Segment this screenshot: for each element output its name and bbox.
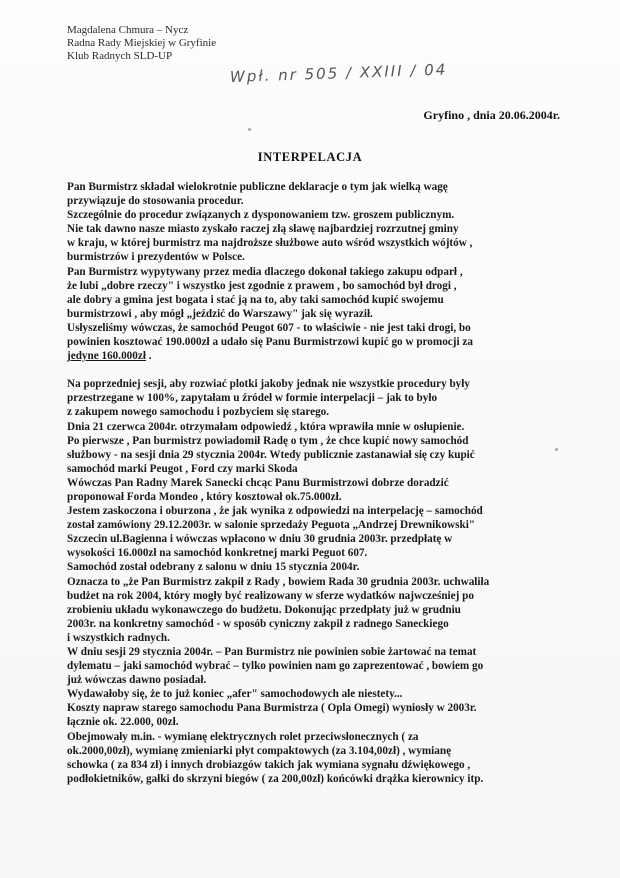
text-line: powinien kosztować 190.000zł a udało się Panu Burmistrzowi kupić go w promocji za xyxy=(67,336,473,349)
author-position: Radna Rady Miejskiej w Gryfinie xyxy=(67,37,217,49)
text-line: Obejmowały m.in. - wymianę elektrycznych rolet przeciwsłonecznych ( za xyxy=(67,730,419,743)
text-line xyxy=(67,349,562,363)
text-line: przywiązuje do stosowania procedur. xyxy=(67,195,244,208)
text-line: dylematu – jaki samochód wybrać – tylko powinien nam go zaprezentować , bowiem go xyxy=(67,660,484,673)
scan-speck xyxy=(248,128,251,131)
text-line: przestrzegane w 100%, zapytałam u źródeł w formie interpelacji – jak to było xyxy=(67,392,438,405)
text-line: podłokietników, gałki do skrzyni biegów ( za 200,00zł) końcówki drążka kierownicy itp. xyxy=(67,772,484,785)
text-line: z zakupem nowego samochodu i pozbyciem się starego. xyxy=(67,406,330,419)
text-line: proponował Forda Mondeo , który kosztował ok.75.000zł. xyxy=(67,490,342,503)
paragraph-2 xyxy=(67,377,562,786)
text-line: W dniu sesji 29 stycznia 2004r. – Pan Burmistrz nie powinien sobie żartować na temat xyxy=(67,646,477,658)
line-tail: . xyxy=(145,350,152,363)
text-line: łącznie ok. 22.000, 00zł. xyxy=(67,716,179,729)
paragraph-1 xyxy=(67,180,562,363)
text-line: Usłyszeliśmy wówczas, że samochód Peugot 607 - to właściwie - nie jest taki drogi, bo xyxy=(67,321,471,334)
handwritten-registration-note: Wpł. nr 505 / XXIII / 04 xyxy=(229,60,448,86)
text-line: burmistrzów i prezydentów w Polsce. xyxy=(67,251,245,264)
underlined-price: jedyne 160.000zł xyxy=(67,350,146,363)
text-line: ok.2000,00zł), wymianę zmieniarki płyt compaktowych (za 3.104,00zł) , wymianę xyxy=(67,744,452,757)
text-line: 2003r. na konkretny samochód - w sposób cyniczny zakpił z radnego Saneckiego xyxy=(67,617,449,630)
text-line: w kraju, w której burmistrz ma najdroższe służbowe auto wśród wszystkich wójtów , xyxy=(67,237,473,250)
text-line: Szczecin ul.Bagienna i wówczas wpłacono w dniu 30 grudnia 2003r. przedpłatę w xyxy=(67,533,453,546)
text-line: schowka ( za 834 zł) i innych drobiazgów takich jak wymiana sygnału dźwiękowego , xyxy=(67,758,471,771)
text-line: Nie tak dawno nasze miasto zyskało raczej złą sławę najbardziej rozrzutnej gminy xyxy=(67,223,459,236)
text-line: już wówczas dawno posiadał. xyxy=(67,674,207,687)
text-line: Wówczas Pan Radny Marek Sanecki chcąc Panu Burmistrzowi dobrze doradzić xyxy=(67,476,449,489)
text-line: burmistrzowi , aby mógł „jeździć do Warszawy" jak się wyraził. xyxy=(67,307,373,320)
text-line: Na poprzedniej sesji, aby rozwiać plotki jakoby jednak nie wszystkie procedury były xyxy=(67,378,470,391)
scan-speck xyxy=(555,448,558,451)
place-date: Gryfino , dnia 20.06.2004r. xyxy=(423,108,560,122)
document-title: INTERPELACJA xyxy=(257,150,363,164)
text-line: Pan Burmistrz wypytywany przez media dlaczego dokonał takiego zakupu odparł , xyxy=(67,265,463,278)
text-line: Wydawałoby się, że to już koniec „afer" samochodowych ale niestety... xyxy=(67,688,403,701)
author-club: Klub Radnych SLD-UP xyxy=(67,50,173,62)
text-line: służbowy - na sesji dnia 29 stycznia 2004r. Wtedy publicznie zastanawiał się czy kupić xyxy=(67,448,475,461)
paragraph-gap xyxy=(67,363,562,377)
text-line: Jestem zaskoczona i oburzona , że jak wynika z odpowiedzi na interpelację – samochód xyxy=(67,505,483,518)
text-line: że lubi „dobre rzeczy" i wszystko jest zgodnie z prawem , bo samochód był drogi , xyxy=(67,279,457,292)
text-line: został zamówiony 29.12.2003r. w salonie sprzedaży Peguota „Andrzej Drewnikowski" xyxy=(67,519,476,532)
text-line: Szczególnie do procedur związanych z dysponowaniem tzw. groszem publicznym. xyxy=(67,209,455,222)
text-line: Samochód został odebrany z salonu w dniu 15 stycznia 2004r. xyxy=(67,561,360,574)
text-line: samochód marki Peugot , Ford czy marki Skoda xyxy=(67,462,298,475)
text-line: wysokości 16.000zł na samochód konkretnej marki Peguot 607. xyxy=(67,547,368,560)
author-name: Magdalena Chmura – Nycz xyxy=(67,24,189,36)
text-line: Oznacza to „że Pan Burmistrz zakpił z Rady , bowiem Rada 30 grudnia 2003r. uchwaliła xyxy=(67,575,490,588)
text-line: ale dobry a gmina jest bogata i stać ją na to, aby taki samochód kupić swojemu xyxy=(67,293,444,306)
text-line: i wszystkich radnych. xyxy=(67,631,170,644)
text-line: Po pierwsze , Pan burmistrz powiadomił Radę o tym , że chce kupić nowy samochód xyxy=(67,434,469,447)
text-line: budżet na rok 2004, który mogły być realizowany w sferze wydatków najwcześniej po xyxy=(67,589,474,602)
document-body xyxy=(67,180,562,786)
text-line: Pan Burmistrz składał wielokrotnie publiczne deklaracje o tym jak wielką wagę xyxy=(67,181,448,193)
text-line: Dnia 21 czerwca 2004r. otrzymałam odpowiedź , która wprawiła mnie w osłupienie. xyxy=(67,420,465,433)
text-line: Koszty napraw starego samochodu Pana Burmistrza ( Opla Omegi) wyniosły w 2003r. xyxy=(67,702,477,715)
author-header xyxy=(67,24,216,63)
text-line: zrobieniu układu wykonawczego do budżetu. Dokonując przedpłaty już w grudniu xyxy=(67,603,461,616)
